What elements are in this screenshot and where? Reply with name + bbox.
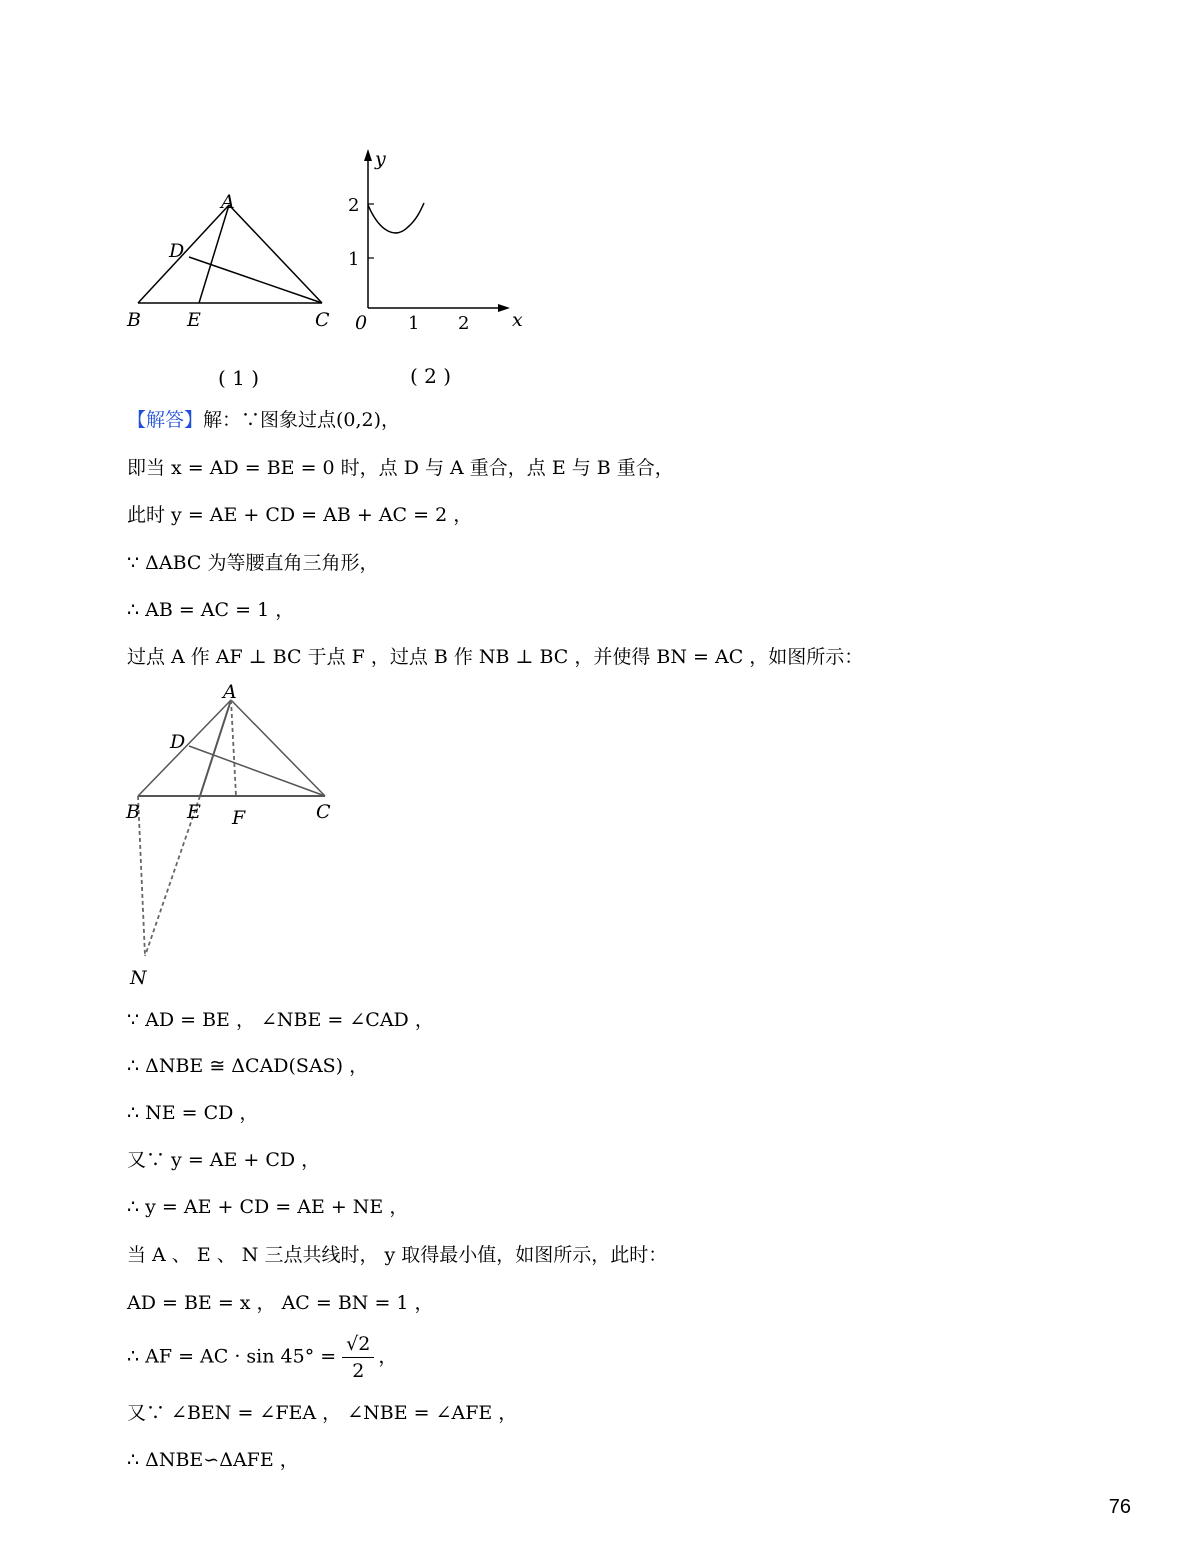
answer-tag: 【解答】 bbox=[127, 409, 204, 431]
segment-af-dashed bbox=[231, 700, 236, 796]
fraction-sqrt2-over-2: $\frac{√2}{2}$ bbox=[342, 1331, 374, 1384]
solution-line-af: ∴ AF = AC · sin 45° = $\frac{√2}{2}$ ， bbox=[127, 1333, 398, 1382]
page-number: 76 bbox=[1108, 1496, 1131, 1518]
solution-line-4: ∵ ΔABC 为等腰直角三角形， bbox=[127, 552, 379, 574]
point-label-c: C bbox=[316, 801, 331, 823]
solution-line-5: ∴ AB = AC = 1 ， bbox=[127, 599, 295, 621]
solution-line-8: ∴ ΔNBE ≅ ΔCAD(SAS) ， bbox=[127, 1055, 369, 1077]
solution-line-11: ∴ y = AE + CD = AE + NE ， bbox=[127, 1196, 409, 1218]
figure-1-caption: ( 1 ) bbox=[218, 366, 260, 390]
segment-ac bbox=[229, 205, 322, 303]
segment-dc bbox=[189, 746, 325, 796]
solution-line-10: 又∵ y = AE + CD ， bbox=[127, 1149, 321, 1171]
figure-1-triangle bbox=[120, 185, 340, 335]
y-tick-label-1: 1 bbox=[348, 249, 360, 270]
point-label-f: F bbox=[232, 807, 246, 829]
figure-3-construction bbox=[120, 678, 350, 993]
solution-line-12: 当 A 、 E 、 N 三点共线时， y 取得最小值，如图所示，此时： bbox=[127, 1244, 668, 1266]
segment-ac bbox=[231, 700, 325, 796]
segment-dc bbox=[189, 257, 322, 303]
solution-line-13: AD = BE = x ， AC = BN = 1 ， bbox=[127, 1292, 434, 1314]
segment-ae bbox=[200, 700, 231, 796]
y-tick-label-2: 2 bbox=[348, 195, 360, 216]
x-tick-label-1: 1 bbox=[408, 313, 420, 334]
solution-line-9: ∴ NE = CD ， bbox=[127, 1102, 259, 1124]
function-curve bbox=[368, 203, 424, 233]
solution-line-14: 又∵ ∠BEN = ∠FEA ， ∠NBE = ∠AFE ， bbox=[127, 1402, 518, 1424]
solution-line-3: 此时 y = AE + CD = AB + AC = 2 ， bbox=[127, 504, 473, 526]
point-label-d: D bbox=[170, 731, 186, 753]
point-label-d: D bbox=[169, 240, 185, 262]
figure-2-graph bbox=[340, 145, 540, 340]
point-label-e: E bbox=[187, 801, 201, 823]
point-label-b: B bbox=[127, 309, 141, 331]
solution-line-7: ∵ AD = BE ， ∠NBE = ∠CAD ， bbox=[127, 1009, 434, 1031]
solution-line-1: 【解答】解：∵图象过点(0,2)， bbox=[127, 409, 401, 431]
solution-line-15: ∴ ΔNBE∽ΔAFE ， bbox=[127, 1449, 299, 1471]
point-label-a: A bbox=[221, 191, 235, 213]
x-tick-label-2: 2 bbox=[458, 313, 470, 334]
figure-2-caption: ( 2 ) bbox=[410, 364, 452, 388]
axis-label-y: y bbox=[375, 148, 386, 170]
x-axis-arrow bbox=[498, 304, 510, 312]
solution-line-6: 过点 A 作 AF ⊥ BC 于点 F ，过点 B 作 NB ⊥ BC ，并使得 BN = AC ，如图所示： bbox=[127, 646, 864, 668]
point-label-n: N bbox=[130, 967, 147, 989]
axis-label-x: x bbox=[512, 309, 523, 331]
point-label-b: B bbox=[126, 801, 140, 823]
point-label-a: A bbox=[223, 681, 237, 703]
point-label-e: E bbox=[187, 309, 201, 331]
solution-line-2: 即当 x = AD = BE = 0 时，点 D 与 A 重合，点 E 与 B 重合， bbox=[127, 457, 674, 479]
point-label-c: C bbox=[315, 309, 330, 331]
y-axis-arrow bbox=[364, 149, 372, 161]
segment-ae bbox=[199, 205, 229, 303]
origin-label: 0 bbox=[355, 312, 368, 334]
